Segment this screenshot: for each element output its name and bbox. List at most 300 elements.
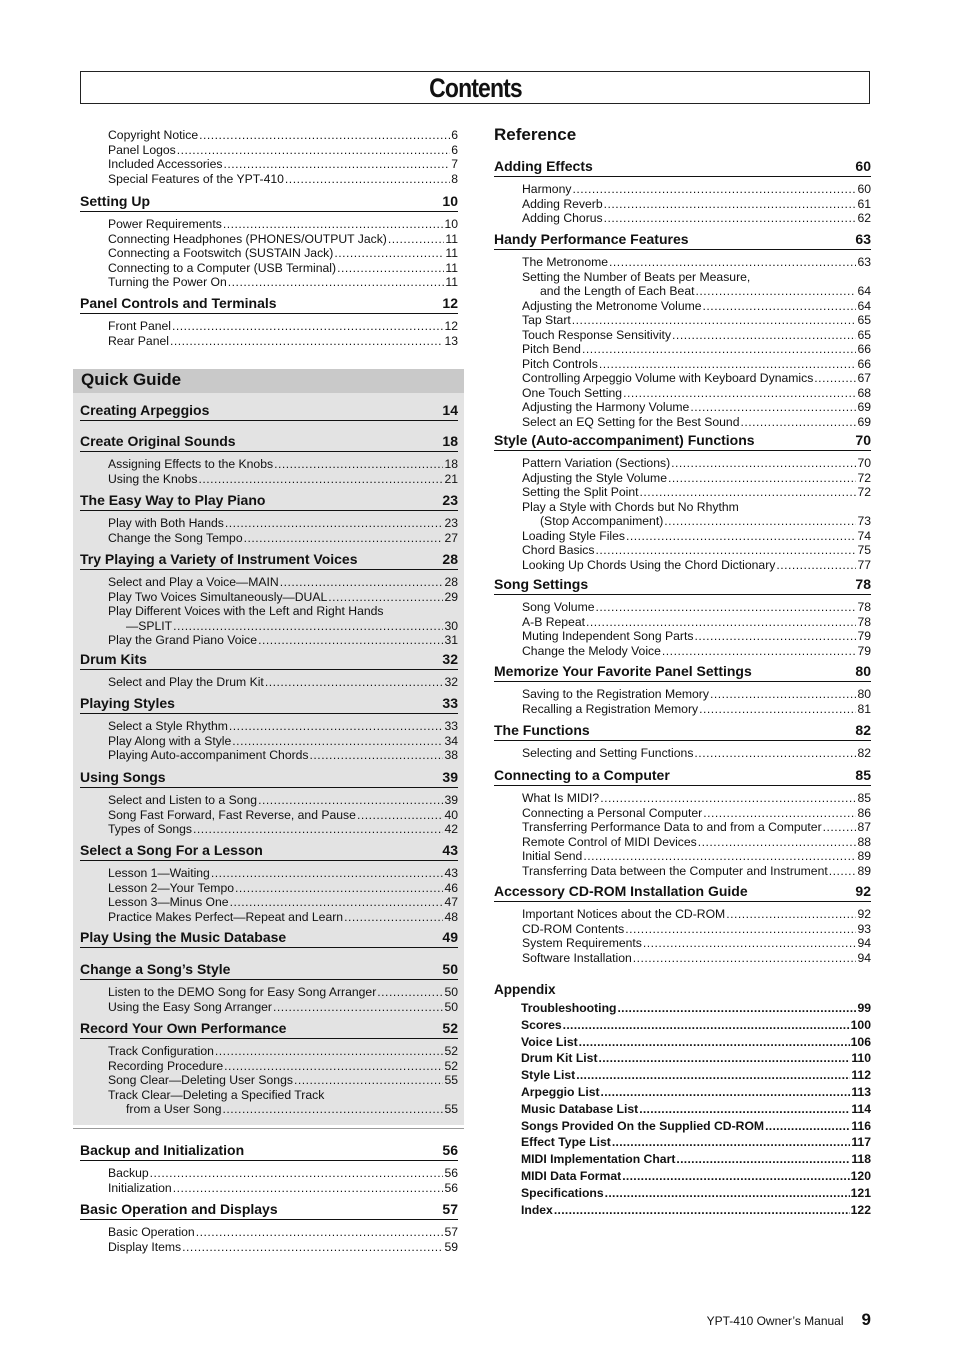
dot-leader: [698, 835, 857, 850]
toc-entry: [80, 457, 458, 472]
toc-entry: [494, 835, 871, 850]
section-heading: [80, 294, 458, 314]
dot-leader: [696, 284, 857, 299]
toc-entry: [80, 604, 458, 619]
dot-leader: [596, 600, 857, 615]
entry-page: 28: [444, 575, 458, 589]
dot-leader: [229, 719, 444, 734]
entry-page: 116: [851, 1118, 871, 1133]
dot-leader: [668, 471, 856, 486]
dot-leader: [694, 746, 856, 761]
section-heading: [494, 766, 871, 786]
section-page: 56: [442, 1142, 458, 1158]
section-quick-7: [80, 841, 458, 924]
section-title: The Easy Way to Play Piano: [80, 492, 266, 508]
section-ref-1: [494, 230, 871, 429]
toc-entry: [494, 702, 871, 717]
entry-label: Turning the Power On: [108, 275, 227, 289]
section-quick-1: [80, 432, 458, 486]
toc-entry: [494, 371, 871, 386]
appendix-entry: [494, 1084, 871, 1101]
section-quick-6: [80, 768, 458, 837]
entry-label: Practice Makes Perfect—Repeat and Learn: [108, 909, 344, 924]
entry-page: 31: [444, 633, 458, 647]
section-title: The Functions: [494, 722, 590, 738]
entry-label: Song Fast Forward, Fast Reverse, and Pause: [108, 807, 356, 822]
entry-label: Recalling a Registration Memory: [522, 701, 699, 716]
section-page: 50: [442, 961, 458, 977]
entry-label: Rear Panel: [108, 333, 169, 348]
quick-guide-header: [73, 369, 464, 393]
toc-entry: [494, 456, 871, 471]
dot-leader: [623, 386, 856, 401]
section-title: Style (Auto-accompaniment) Functions: [494, 432, 755, 448]
entry-page: 33: [444, 719, 458, 733]
dot-leader: [599, 357, 857, 372]
dot-leader: [823, 820, 857, 835]
dot-leader: [173, 619, 443, 634]
quick-guide-title: Quick Guide: [81, 370, 182, 389]
section-ref-4: [494, 662, 871, 716]
toc-entry: [80, 157, 458, 172]
appendix-entry: [494, 1202, 871, 1219]
entry-label: Setting the Number of Beats per Measure,: [522, 269, 751, 284]
entry-label: Included Accessories: [108, 157, 223, 171]
section-title: Record Your Own Performance: [80, 1020, 287, 1036]
entry-page: 60: [857, 182, 871, 196]
section-heading: [80, 550, 458, 570]
section-heading: [80, 928, 458, 948]
toc-entry: [494, 907, 871, 922]
entry-page: 118: [851, 1152, 871, 1167]
entry-label: Pitch Controls: [522, 356, 598, 371]
section-title: Basic Operation and Displays: [80, 1201, 278, 1217]
toc-entry: [494, 415, 871, 430]
entry-page: 38: [444, 748, 458, 762]
page-footer: [694, 1310, 871, 1330]
dot-leader: [170, 334, 443, 349]
section-page: 80: [855, 663, 871, 679]
entry-page: 117: [851, 1135, 871, 1150]
section-page: 70: [855, 432, 871, 448]
toc-entry: [494, 357, 871, 372]
entry-label: Assigning Effects to the Knobs: [108, 457, 274, 471]
page-number: 9: [861, 1310, 871, 1329]
entry-page: 63: [857, 255, 871, 269]
entry-page: 62: [857, 211, 871, 225]
entry-page: 27: [444, 530, 458, 545]
dot-leader: [357, 808, 444, 823]
entry-page: 32: [444, 675, 458, 689]
toc-entry: [80, 128, 458, 143]
entry-page: 120: [850, 1168, 871, 1183]
entry-label: Front Panel: [108, 319, 172, 333]
entry-label: Song Clear—Deleting User Songs: [108, 1073, 293, 1087]
toc-entry: [80, 1240, 458, 1255]
toc-entry: [494, 299, 871, 314]
toc-entry: [494, 400, 871, 415]
entry-label: Connecting a Footswitch (SUSTAIN Jack): [108, 246, 334, 260]
section-title: Setting Up: [80, 193, 150, 209]
dot-leader: [703, 299, 857, 314]
entry-page: 66: [857, 342, 871, 356]
entry-page: 66: [857, 356, 871, 371]
toc-entry: [494, 182, 871, 197]
section-page: 82: [855, 722, 871, 738]
entry-page: 65: [857, 313, 871, 327]
entry-page: 55: [444, 1102, 458, 1116]
toc-entry: [494, 529, 871, 544]
section-heading: [80, 841, 458, 861]
entry-label: Adjusting the Metronome Volume: [522, 298, 702, 313]
toc-entry: [80, 575, 458, 590]
dot-leader: [193, 822, 443, 837]
section-page: 32: [442, 651, 458, 667]
entry-label: Playing Auto-accompaniment Chords: [108, 748, 309, 762]
dot-leader: [215, 1044, 444, 1059]
dot-leader: [672, 328, 856, 343]
dot-leader: [196, 1225, 444, 1240]
section-title: Select a Song For a Lesson: [80, 842, 263, 858]
toc-entry: [80, 748, 458, 763]
section-heading: [494, 662, 871, 682]
toc-entry: [80, 985, 458, 1000]
entry-label: A-B Repeat: [522, 614, 586, 629]
dot-leader: [703, 806, 856, 821]
entry-label: Lesson 1—Waiting: [108, 866, 210, 880]
entry-label: (Stop Accompaniment): [540, 514, 664, 528]
appendix-entry: [494, 1151, 871, 1168]
entry-label: Saving to the Registration Memory: [522, 687, 709, 701]
entry-page: 59: [444, 1239, 458, 1254]
section-title: Song Settings: [494, 576, 589, 592]
section-quick-2: [80, 491, 458, 545]
dot-leader: [776, 558, 856, 573]
toc-entry: [494, 820, 871, 835]
entry-label: Arpeggio List: [521, 1084, 600, 1099]
section-page: 63: [855, 231, 871, 247]
appendix-entry: [494, 1000, 871, 1017]
toc-entry: [494, 255, 871, 270]
toc-entry: [494, 629, 871, 644]
entry-page: 86: [857, 805, 871, 820]
entry-page: 85: [857, 791, 871, 805]
entry-page: 13: [444, 333, 458, 348]
entry-label: CD-ROM Contents: [522, 921, 625, 936]
dot-leader: [609, 255, 856, 270]
toc-entry: [494, 471, 871, 486]
toc-entry: [80, 1225, 458, 1240]
entry-label: Initial Send: [522, 849, 583, 863]
entry-label: Connecting to a Computer (USB Terminal): [108, 260, 337, 275]
section-heading: [80, 192, 458, 212]
entry-label: MIDI Data Format: [521, 1168, 622, 1183]
section-title: Create Original Sounds: [80, 433, 236, 449]
section-page: 28: [442, 551, 458, 567]
dot-leader: [600, 791, 856, 806]
entry-label: Listen to the DEMO Song for Easy Song Arranger: [108, 985, 377, 999]
entry-page: 80: [857, 687, 871, 701]
entry-page: 77: [857, 557, 871, 572]
dot-leader: [699, 702, 856, 717]
entry-page: 94: [857, 936, 871, 950]
entry-label: Initialization: [108, 1180, 172, 1195]
entry-label: Music Database List: [521, 1101, 639, 1116]
intro-list: [80, 128, 458, 186]
dot-leader: [232, 734, 443, 749]
entry-page: 82: [857, 746, 871, 760]
dot-leader: [228, 275, 445, 290]
section-quick-5: [80, 694, 458, 763]
section-page: 14: [442, 402, 458, 418]
section-title: Try Playing a Variety of Instrument Voices: [80, 551, 358, 567]
entry-label: Track Configuration: [108, 1044, 214, 1058]
dot-leader: [285, 172, 450, 187]
dot-leader: [595, 543, 856, 558]
entry-label: Lesson 3—Minus One: [108, 895, 229, 909]
toc-entry: [494, 791, 871, 806]
entry-page: 72: [857, 470, 871, 485]
entry-label: Loading Style Files: [522, 528, 625, 543]
entry-page: 39: [444, 793, 458, 807]
toc-entry: [494, 328, 871, 343]
section-heading: [80, 650, 458, 670]
dot-leader: [671, 456, 856, 471]
dot-leader: [572, 182, 856, 197]
entry-page: 40: [444, 807, 458, 822]
section-quick-10: [80, 1019, 458, 1117]
entry-page: 87: [857, 820, 871, 834]
entry-label: What Is MIDI?: [522, 791, 600, 805]
section-quick-9: [80, 960, 458, 1014]
dot-leader: [633, 951, 857, 966]
entry-page: 56: [444, 1166, 458, 1180]
section-title: Memorize Your Favorite Panel Settings: [494, 663, 752, 679]
entry-label: Lesson 2—Your Tempo: [108, 880, 235, 895]
section-heading: [494, 157, 871, 177]
dot-leader: [244, 531, 444, 546]
dot-leader: [172, 319, 443, 334]
entry-page: 67: [857, 371, 871, 385]
dot-leader: [258, 793, 443, 808]
section-page: 18: [442, 433, 458, 449]
entry-label: System Requirements: [522, 936, 642, 950]
dot-leader: [211, 866, 444, 881]
toc-entry: [80, 516, 458, 531]
toc-entry: [80, 246, 458, 261]
entry-page: 113: [851, 1084, 871, 1099]
toc-entry: [494, 500, 871, 515]
section-page: 23: [442, 492, 458, 508]
entry-page: 50: [444, 999, 458, 1014]
entry-label: Selecting and Setting Functions: [522, 746, 694, 760]
entry-label: Change the Song Tempo: [108, 530, 243, 545]
section-page: 78: [855, 576, 871, 592]
toc-entry: [80, 675, 458, 690]
entry-page: 64: [857, 284, 871, 298]
entry-page: 93: [857, 921, 871, 936]
entry-label: Select a Style Rhythm: [108, 719, 228, 733]
dot-leader: [198, 472, 443, 487]
dot-leader: [583, 849, 856, 864]
entry-label: Types of Songs: [108, 822, 193, 836]
toc-entry: [80, 1044, 458, 1059]
dot-leader: [640, 485, 857, 500]
section-heading: [80, 401, 458, 421]
entry-page: 89: [857, 849, 871, 863]
section-title: Adding Effects: [494, 158, 593, 174]
entry-page: 52: [444, 1044, 458, 1058]
entry-label: Songs Provided On the Supplied CD-ROM: [521, 1118, 765, 1133]
dot-leader: [664, 514, 856, 529]
toc-entry: [80, 808, 458, 823]
entry-label: Transferring Data between the Computer and Instrument: [522, 863, 828, 878]
section-title: Play Using the Music Database: [80, 929, 287, 945]
entry-page: 18: [444, 457, 458, 471]
entry-page: 43: [444, 866, 458, 880]
entry-label: Select an EQ Setting for the Best Sound: [522, 414, 740, 429]
appendix-entry: [494, 1067, 871, 1084]
dot-leader: [694, 629, 856, 644]
section-title: Backup and Initialization: [80, 1142, 245, 1158]
section-title: Change a Song’s Style: [80, 961, 231, 977]
section-page: 39: [442, 769, 458, 785]
entry-page: 57: [444, 1225, 458, 1239]
section-title: Accessory CD-ROM Installation Guide: [494, 883, 748, 899]
dot-leader: [280, 575, 444, 590]
toc-entry: [80, 531, 458, 546]
section-heading: [80, 491, 458, 511]
appendix-entry: [494, 1050, 871, 1067]
entry-label: Basic Operation: [108, 1225, 195, 1239]
entry-page: 48: [444, 909, 458, 924]
entry-page: 121: [850, 1185, 871, 1200]
entry-page: 11: [445, 260, 458, 275]
entry-label: Adjusting the Harmony Volume: [522, 400, 690, 414]
entry-label: Pattern Variation (Sections): [522, 456, 671, 470]
toc-entry: [80, 1059, 458, 1074]
dot-leader: [601, 1084, 851, 1101]
entry-page: 11: [445, 275, 458, 289]
entry-page: 6: [451, 142, 458, 157]
appendix-entry: [494, 1134, 871, 1151]
dot-leader: [223, 1102, 444, 1117]
entry-label: Adjusting the Style Volume: [522, 470, 667, 485]
entry-page: 89: [857, 863, 871, 878]
entry-label: from a User Song: [126, 1102, 222, 1116]
entry-label: Copyright Notice: [108, 128, 199, 142]
dot-leader: [582, 342, 856, 357]
dot-leader: [274, 457, 443, 472]
entry-page: 99: [857, 1001, 871, 1015]
entry-page: 8: [451, 171, 458, 186]
entry-page: 12: [444, 319, 458, 333]
entry-page: 50: [444, 985, 458, 999]
toc-entry: [494, 313, 871, 328]
section-page: 85: [855, 767, 871, 783]
section-ref-6: [494, 766, 871, 878]
section-quick-8: [80, 928, 458, 953]
toc-entry: [494, 386, 871, 401]
dot-leader: [225, 516, 444, 531]
entry-label: Song Volume: [522, 600, 595, 614]
entry-label: Software Installation: [522, 950, 632, 965]
entry-label: Special Features of the YPT-410: [108, 171, 284, 186]
entry-label: Tap Start: [522, 313, 571, 327]
entry-page: 11: [445, 246, 458, 260]
page-title: Contents: [428, 73, 522, 103]
dot-leader: [576, 1067, 850, 1084]
appendix-entry: [494, 1034, 871, 1051]
dot-leader: [230, 895, 444, 910]
entry-label: One Touch Setting: [522, 385, 623, 400]
dot-leader: [617, 1000, 856, 1017]
toc-entry: [494, 600, 871, 615]
toc-entry: [494, 936, 871, 951]
entry-page: 92: [857, 907, 871, 921]
toc-entry: [80, 633, 458, 648]
toc-entry: [80, 334, 458, 349]
toc-entry: [494, 864, 871, 879]
entry-label: Important Notices about the CD-ROM: [522, 907, 726, 921]
dot-leader: [223, 217, 444, 232]
toc-entry: [494, 615, 871, 630]
dot-leader: [177, 143, 450, 158]
entry-label: and the Length of Each Beat: [540, 284, 695, 298]
toc-entry: [80, 261, 458, 276]
entry-page: 52: [444, 1058, 458, 1073]
dot-leader: [377, 985, 443, 1000]
entry-page: 112: [851, 1068, 871, 1083]
dot-leader: [726, 907, 856, 922]
section-ref-0: [494, 157, 871, 226]
entry-page: 46: [444, 880, 458, 895]
entry-page: 61: [857, 196, 871, 211]
entry-page: 122: [850, 1202, 871, 1217]
entry-page: 70: [857, 456, 871, 470]
entry-label: Connecting Headphones (PHONES/OUTPUT Jack): [108, 231, 387, 246]
section-heading: [80, 960, 458, 980]
appendix-entry: [494, 1017, 871, 1034]
entry-label: Backup: [108, 1166, 149, 1180]
reference-title: Reference: [494, 125, 577, 144]
entry-label: Index: [521, 1202, 553, 1217]
section-ref-7: [494, 882, 871, 965]
section-title: Creating Arpeggios: [80, 402, 210, 418]
toc-entry: [80, 822, 458, 837]
section-ref-3: [494, 575, 871, 658]
section-heading: [494, 575, 871, 595]
entry-page: 79: [857, 643, 871, 658]
entry-label: Using the Easy Song Arranger: [108, 999, 272, 1014]
toc-entry: [80, 793, 458, 808]
section-page: 57: [442, 1201, 458, 1217]
dot-leader: [579, 1034, 850, 1051]
entry-label: Touch Response Sensitivity: [522, 327, 672, 342]
entry-label: Recording Procedure: [108, 1058, 224, 1073]
dot-leader: [199, 128, 450, 143]
manual-name: YPT-410 Owner’s Manual: [706, 1314, 844, 1328]
entry-label: Connecting a Personal Computer: [522, 805, 703, 820]
section-title: Using Songs: [80, 769, 166, 785]
dot-leader: [599, 1050, 851, 1067]
entry-page: 88: [857, 834, 871, 849]
toc-entry: [494, 849, 871, 864]
section-quick-0: [80, 401, 458, 426]
dot-leader: [328, 590, 443, 605]
dot-leader: [182, 1240, 443, 1255]
dot-leader: [829, 864, 857, 879]
